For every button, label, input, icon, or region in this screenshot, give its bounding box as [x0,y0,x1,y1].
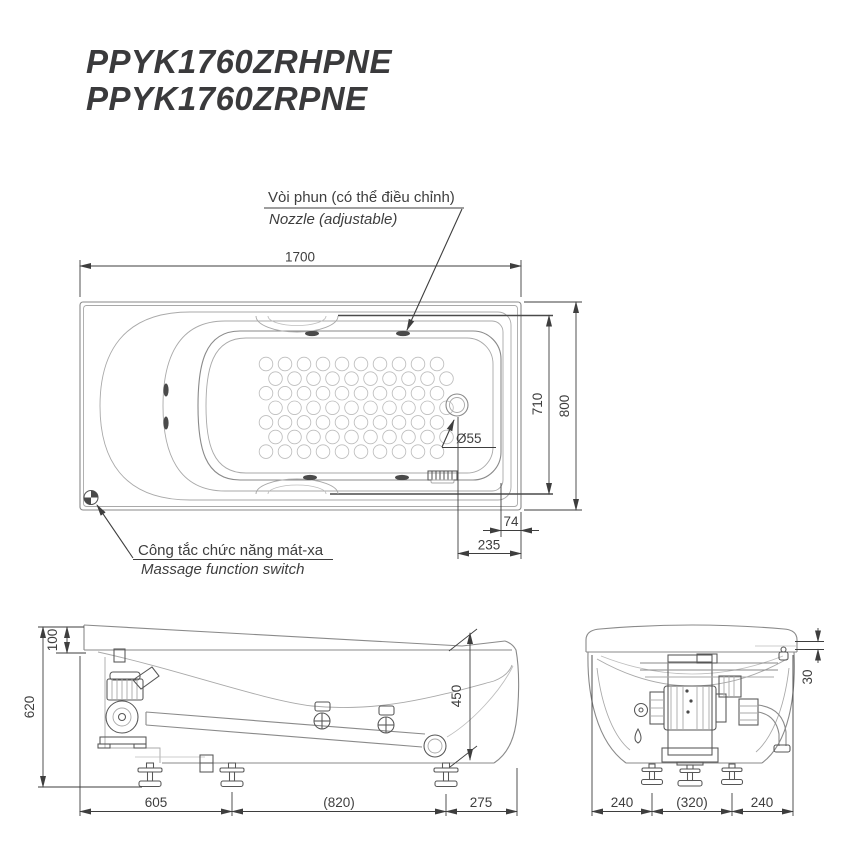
adjustable-foot [642,764,663,785]
nozzle-label-en: Nozzle (adjustable) [269,211,398,228]
jet-nozzle [163,384,168,397]
model-number-1: PPYK1760ZRHPNE [86,43,392,80]
pump-bracket [662,655,718,762]
side-drain [424,735,446,757]
pump-motor-end [650,686,726,730]
dim-end-lip: 30 [800,669,815,685]
jet-nozzle [305,331,319,336]
model-number-2: PPYK1760ZRPNE [86,80,368,117]
headrest-recess-bottom [256,479,338,494]
dim-side-total-height: 620 [22,695,37,719]
rim-fitting-end [779,647,788,660]
massage-switch-callout [97,505,333,578]
nozzle-label-vi: Vòi phun (có thể điều chỉnh) [268,189,455,206]
dim-top-edge-gap: 74 [503,514,519,529]
massage-switch [84,491,98,505]
title-block [86,43,392,117]
dim-side-depth: 450 [449,684,464,708]
dim-side-mid: (820) [323,795,355,810]
drain [446,394,468,416]
anti-slip-pattern [259,357,453,458]
dim-top-inner-width: 710 [530,392,545,416]
jet-nozzle [163,417,168,430]
jet-nozzle [303,475,317,480]
dim-end-mid: (320) [676,795,708,810]
pump-assembly [98,649,159,748]
dim-end-right: 240 [750,795,774,810]
end-view-dimensions [592,628,824,816]
dim-top-drain-offset: 235 [477,537,501,553]
end-view [586,625,797,786]
dim-side-left: 605 [144,795,168,810]
massage-label-en: Massage function switch [141,561,305,578]
adjustable-foot [220,763,244,787]
dim-drain-diameter: Ø55 [456,431,482,446]
dim-end-left: 240 [610,795,634,810]
tub-profile-end [586,625,797,763]
dim-top-width: 800 [557,394,572,418]
top-view [80,302,553,510]
top-view-dimensions [80,250,582,560]
mounting-bracket [200,755,213,772]
jet-nozzle [395,475,409,480]
drain-fitting-end [635,704,648,744]
jet-fitting [378,706,394,733]
massage-label-vi: Công tắc chức năng mát-xa [138,542,324,559]
dim-side-right: 275 [469,795,493,810]
overflow-fitting [114,649,125,662]
dim-side-rim-drop: 100 [45,628,60,652]
jet-nozzle [396,331,410,336]
adjustable-foot [722,764,743,785]
adjustable-foot [138,763,162,787]
massage-leader-line [97,505,133,558]
headrest-recess-top [256,316,338,332]
dim-top-length: 1700 [284,249,316,265]
adjustable-foot [434,763,458,787]
adjustable-foot [677,762,703,786]
